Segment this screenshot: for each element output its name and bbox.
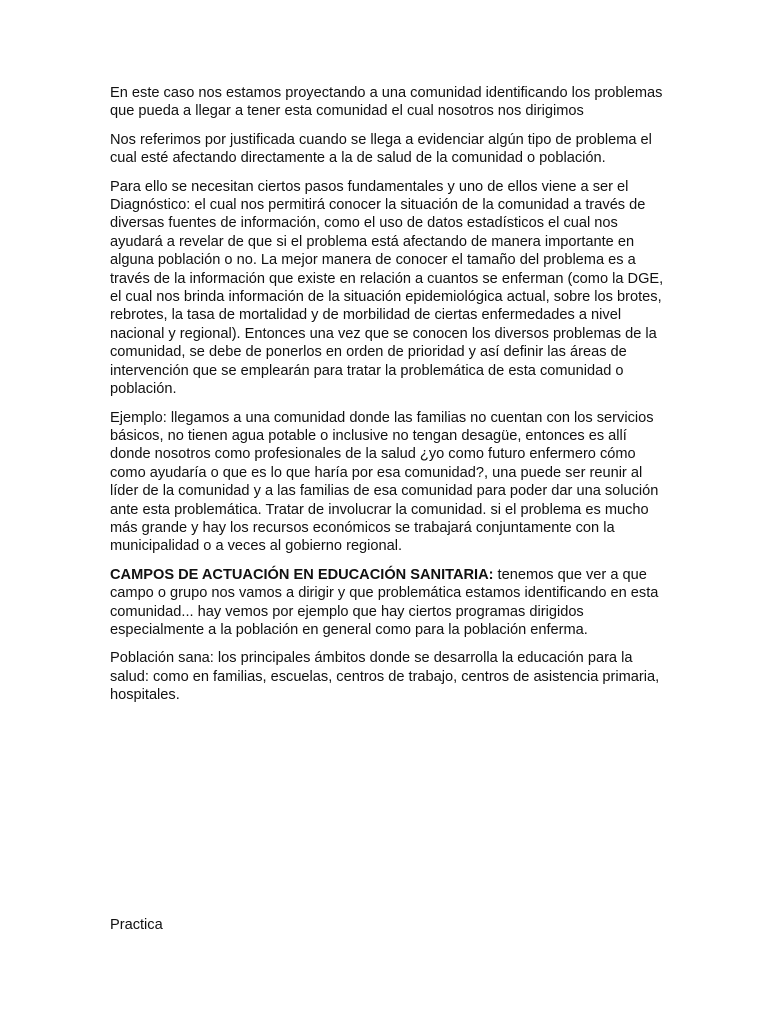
paragraph-intro: En este caso nos estamos proyectando a una comunidad identificando los problemas que pueda a llegar a tener esta comunidad el cual nosotros nos dirigimos <box>110 85 663 120</box>
paragraph-diagnostico: Para ello se necesitan ciertos pasos fundamentales y uno de ellos viene a ser el Diagnóstico: el cual nos permitirá conocer la situación de la comunidad a través de diversas fuentes de información, como el uso de datos estadísticos el cual nos ayudará a revelar de que si el problema está afectando de manera importante en alguna población o no. La mejor manera de conocer el tamaño del problema es a través de la información que existe en relación a cuantos se enferman (como la DGE, el cual nos brinda información de la situación epidemiológica actual, sobre los brotes, rebrotes, la tasa de mortalidad y de morbilidad de ciertas enfermedades a nivel nacional y regional). Entonces una vez que se conocen los diversos problemas de la comunidad, se debe de ponerlos en orden de prioridad y así definir las áreas de intervención que se emplearán para tratar la problemática de esta comunidad o población. <box>110 178 664 398</box>
paragraph-ejemplo: Ejemplo: llegamos a una comunidad donde las familias no cuentan con los servicios básicos, no tienen agua potable o inclusive no tengan desagüe, entonces es allí donde nosotros como profesionales de la salud ¿yo como futuro enfermero cómo como ayudaría o que es lo que haría por esa comunidad?, una puede ser reunir al líder de la comunidad y a las familias de esa comunidad para poder dar una solución ante esta problemática. Tratar de involucrar la comunidad. si el problema es mucho más grande y hay los recursos económicos se trabajará conjuntamente con la municipalidad o a veces al gobierno regional. <box>110 409 659 555</box>
campos-text: tenemos que ver a que campo o grupo nos vamos a dirigir y que problemática estamos identificando en esta comunidad... hay vemos por ejemplo que hay ciertos programas dirigidos especialmente a la población en general como para la población enferma. <box>110 566 659 638</box>
paragraph-poblacion-sana: Población sana: los principales ámbitos donde se desarrolla la educación para la salud: como en familias, escuelas, centros de trabajo, centros de asistencia primaria, hospitales. <box>110 650 660 704</box>
practica-label: Practica <box>110 917 163 933</box>
document-body <box>110 84 666 715</box>
campos-heading: CAMPOS DE ACTUACIÓN EN EDUCACIÓN SANITARIA: <box>110 566 494 583</box>
paragraph-campos <box>110 566 666 640</box>
paragraph-justificada: Nos referimos por justificada cuando se llega a evidenciar algún tipo de problema el cual esté afectando directamente a la de salud de la comunidad o población. <box>110 131 652 167</box>
